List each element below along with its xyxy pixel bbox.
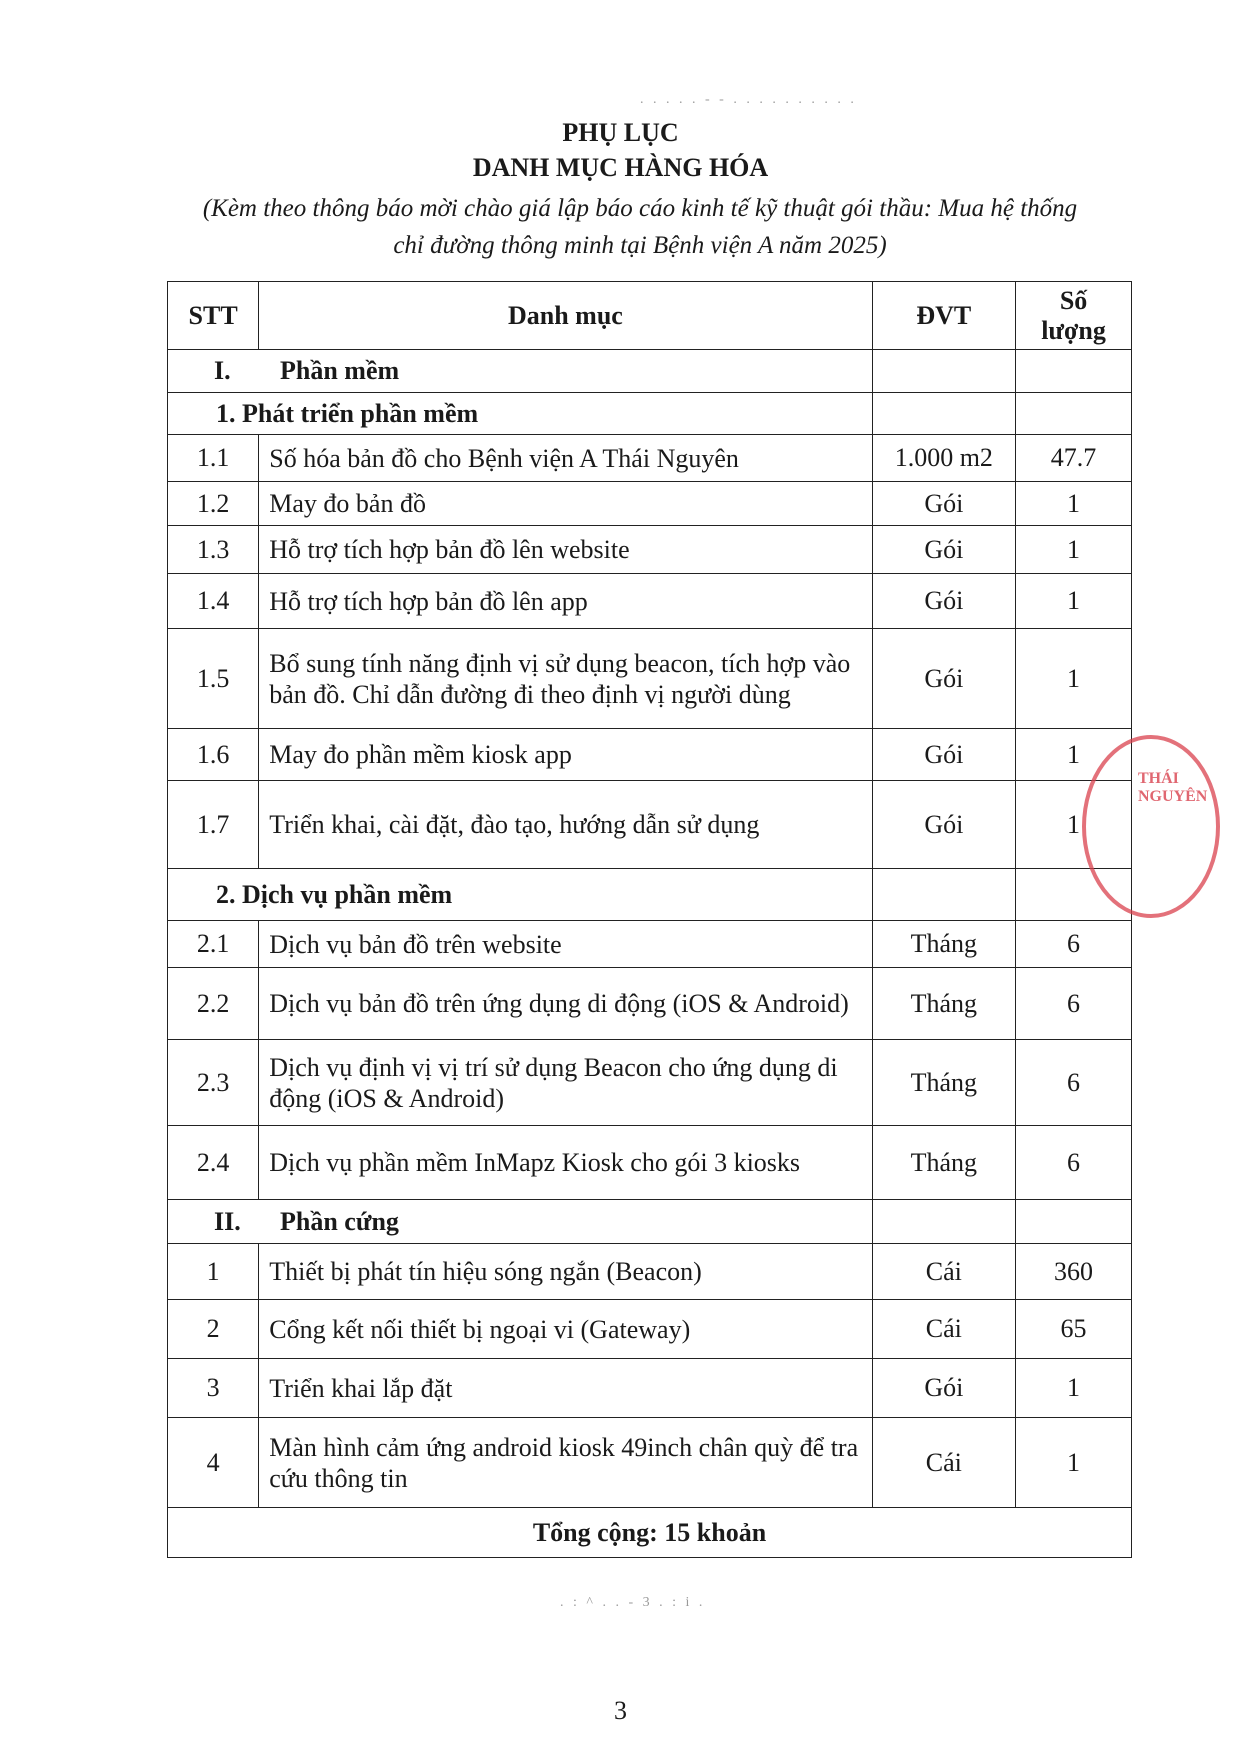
row-name: May đo phần mềm kiosk app [259, 729, 872, 781]
table-row [168, 921, 1132, 968]
row-stt: 1.3 [168, 526, 259, 574]
section-row [168, 1200, 1132, 1244]
scan-artifact: . . . . . - - . . . . . . . . . . [640, 92, 857, 107]
row-stt: 2.4 [168, 1126, 259, 1200]
row-name: May đo bản đồ [259, 482, 872, 526]
row-unit: Cái [872, 1244, 1016, 1300]
section-label: Phần mềm [280, 356, 400, 385]
section-cell [168, 350, 873, 393]
row-qty: 6 [1016, 1126, 1132, 1200]
row-name: Triển khai lắp đặt [259, 1359, 872, 1418]
scan-artifact: . : ^ . . - 3 . : i . [560, 1595, 706, 1610]
row-name: Dịch vụ phần mềm InMapz Kiosk cho gói 3 kiosks [259, 1126, 872, 1200]
row-qty: 1 [1016, 781, 1132, 869]
row-unit: Gói [872, 781, 1016, 869]
row-unit: Tháng [872, 1040, 1016, 1126]
row-stt: 1.7 [168, 781, 259, 869]
row-qty: 1 [1016, 629, 1132, 729]
seal-text: THÁI NGUYÊN [1138, 770, 1208, 805]
section-row [168, 350, 1132, 393]
goods-table [167, 281, 1132, 1558]
group-row [168, 393, 1132, 435]
red-seal-stamp [1082, 735, 1220, 918]
row-qty: 6 [1016, 968, 1132, 1040]
row-unit: Gói [872, 1359, 1016, 1418]
table-row [168, 729, 1132, 781]
row-name: Dịch vụ định vị vị trí sử dụng Beacon cho ứng dụng di động (iOS & Android) [259, 1040, 872, 1126]
row-name: Bổ sung tính năng định vị sử dụng beacon, tích hợp vào bản đồ. Chỉ dẫn đường đi theo định vị người dùng [259, 629, 872, 729]
page-number: 3 [614, 1696, 627, 1725]
row-unit: Gói [872, 526, 1016, 574]
row-stt: 3 [168, 1359, 259, 1418]
row-stt: 1.1 [168, 435, 259, 482]
row-stt: 2.1 [168, 921, 259, 968]
row-name: Màn hình cảm ứng android kiosk 49inch chân quỳ để tra cứu thông tin [259, 1418, 872, 1508]
header-qty-line1: Số [1059, 285, 1088, 315]
row-unit: Gói [872, 729, 1016, 781]
table-row [168, 1418, 1132, 1508]
row-qty: 1 [1016, 526, 1132, 574]
table-row [168, 629, 1132, 729]
row-unit: Tháng [872, 921, 1016, 968]
row-stt: 1.2 [168, 482, 259, 526]
row-name: Hỗ trợ tích hợp bản đồ lên app [259, 574, 872, 629]
row-qty: 360 [1016, 1244, 1132, 1300]
row-qty: 47.7 [1016, 435, 1132, 482]
row-name: Cổng kết nối thiết bị ngoại vi (Gateway) [259, 1300, 872, 1359]
table-row [168, 482, 1132, 526]
table-row [168, 968, 1132, 1040]
row-qty: 1 [1016, 482, 1132, 526]
row-unit: Cái [872, 1418, 1016, 1508]
row-stt: 1 [168, 1244, 259, 1300]
row-stt: 2.3 [168, 1040, 259, 1126]
row-name: Triển khai, cài đặt, đào tạo, hướng dẫn sử dụng [259, 781, 872, 869]
table-row [168, 1359, 1132, 1418]
row-name: Dịch vụ bản đồ trên website [259, 921, 872, 968]
row-name: Số hóa bản đồ cho Bệnh viện A Thái Nguyên [259, 435, 872, 482]
page-heading: DANH MỤC HÀNG HÓA [472, 153, 769, 182]
section-number: I. [214, 356, 231, 385]
total-cell: Tổng cộng: 15 khoản [168, 1508, 1132, 1558]
row-qty: 1 [1016, 1418, 1132, 1508]
table-row [168, 1040, 1132, 1126]
group-row [168, 869, 1132, 921]
row-qty: 6 [1016, 1040, 1132, 1126]
row-qty: 65 [1016, 1300, 1132, 1359]
row-qty: 1 [1016, 574, 1132, 629]
total-row [168, 1508, 1132, 1558]
row-qty: 6 [1016, 921, 1132, 968]
table-row [168, 526, 1132, 574]
row-stt: 2.2 [168, 968, 259, 1040]
section-number: II. [214, 1206, 241, 1236]
row-name: Thiết bị phát tín hiệu sóng ngắn (Beacon) [259, 1244, 872, 1300]
section-cell [168, 1200, 873, 1244]
row-stt: 1.6 [168, 729, 259, 781]
group-cell [168, 393, 873, 435]
row-unit: Gói [872, 629, 1016, 729]
row-unit: 1.000 m2 [872, 435, 1016, 482]
row-unit: Tháng [872, 1126, 1016, 1200]
row-unit: Gói [872, 482, 1016, 526]
row-qty: 1 [1016, 1359, 1132, 1418]
page-title: PHỤ LỤC [562, 118, 679, 147]
row-stt: 1.4 [168, 574, 259, 629]
section-label: Phần cứng [280, 1206, 399, 1236]
row-stt: 1.5 [168, 629, 259, 729]
row-name: Hỗ trợ tích hợp bản đồ lên website [259, 526, 872, 574]
row-unit: Gói [872, 574, 1016, 629]
row-stt: 4 [168, 1418, 259, 1508]
table-row [168, 1300, 1132, 1359]
table-row [168, 574, 1132, 629]
row-qty: 1 [1016, 729, 1132, 781]
row-unit: Tháng [872, 968, 1016, 1040]
group-cell [168, 869, 873, 921]
table-row [168, 781, 1132, 869]
table-row [168, 435, 1132, 482]
header-qty [1016, 282, 1132, 350]
table-header-row [168, 282, 1132, 350]
row-name: Dịch vụ bản đồ trên ứng dụng di động (iOS & Android) [259, 968, 872, 1040]
group-label: 1. Phát triển phần mềm [216, 398, 479, 428]
header-name: Danh mục [259, 282, 872, 350]
row-stt: 2 [168, 1300, 259, 1359]
header-stt: STT [168, 282, 259, 350]
group-label: 2. Dịch vụ phần mềm [216, 879, 453, 909]
note-line-1: (Kèm theo thông báo mời chào giá lập báo cáo kinh tế kỹ thuật gói thầu: Mua hệ thống [202, 195, 1078, 222]
table-row [168, 1244, 1132, 1300]
header-qty-line2: lượng [1041, 315, 1106, 345]
table-row [168, 1126, 1132, 1200]
note-line-2: chỉ đường thông minh tại Bệnh viện A năm 2025) [393, 232, 887, 259]
header-unit: ĐVT [872, 282, 1016, 350]
row-unit: Cái [872, 1300, 1016, 1359]
